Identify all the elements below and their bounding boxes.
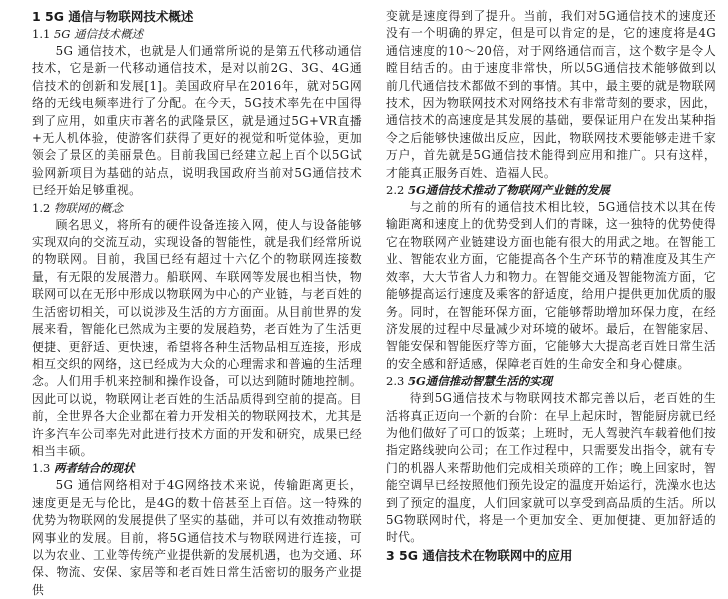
paragraph-industry-chain: 与之前的所有的通信技术相比较，5G通信技术以其在传输距离和速度上的优势受到人们的青睐，这一独特的优势使得它在物联网产业链建设方面也能有很大的用武之地。在智能工业、智能农业方面，它能提高各个生产环节的精准度及其生产效率，大大节省人力和物力。在智能交通及智能物流方面，它能够提高运行速度及乘客的舒适度，给用户提供更加优质的服务。同时，在智能环保方面，它能够帮助增加环保力度，在经济发展的过程中尽量减少对环境的破坏。最后，在智能家居、智能安保和智能医疗等方面，它能够大大提高老百姓日常生活的安全感和舒适感，保障老百姓的生命安全和身心健康。 bbox=[386, 200, 716, 371]
subsection-1-3-heading bbox=[32, 460, 362, 477]
paragraph-5g-overview: 5G 通信技术，也就是人们通常所说的是第五代移动通信技术，它是新一代移动通信技术，是对以前2G、3G、4G通信技术的创新和发展[1]。美国政府早在2016年，就对5G网络的无线电频率进行了分配。在今天，5G技术率先在中国得到了应用，如重庆市著名的武隆景区，就是通过5G+VR直播+无人机体验，使游客们获得了更好的视觉和听觉体验，更加领会了景区的美丽景色。目前我国已经建立起上百个以5G试验网新项目为基础的站点，说明我国政府当前对5G通信技术已经开始足够重视。 bbox=[32, 44, 362, 198]
subsection-2-3-heading bbox=[386, 373, 716, 390]
subsection-number: 2.2 bbox=[386, 183, 405, 198]
subsection-number: 1.2 bbox=[32, 200, 51, 215]
subsection-1-1-heading bbox=[32, 26, 362, 43]
left-column bbox=[32, 8, 362, 599]
right-column bbox=[386, 8, 716, 565]
subsection-1-2-heading bbox=[32, 200, 362, 217]
paragraph-smart-life: 待到5G通信技术与物联网技术都完善以后，老百姓的生活将真正迈向一个新的台阶：在早上起床时，智能厨房就已经为他们做好了可口的饭菜；上班时，无人驾驶汽车载着他们按指定路线驶向公司；在工作过程中，只需要发出指令，就有专门的机器人来帮助他们完成相关琐碎的工作；晚上回家时，智能空调早已经按照他们预先设定的温度开始运行，洗澡水也达到了预定的温度，人们回家就可以享受到高品质的生活。所以5G物联网时代，将是一个更加安全、更加便捷、更加舒适的时代。 bbox=[386, 391, 716, 545]
paragraph-speed-continuation: 变就是速度得到了提升。当前，我们对5G通信技术的速度还没有一个明确的界定，但是可以肯定的是，它的速度将是4G通信速度的10～20倍，对于网络通信而言，这个数字是令人瞠目结舌的。由于速度非常快，所以5G通信技术能够做到以前几代通信技术都做不到的事情。其中，最主要的就是物联网技术，因为物联网技术对网络技术有非常苛刻的要求，因此，通信技术的高速度是其发展的基础，要保证用户在发出某种指令之后能够快速做出反应，因此，物联网技术要能够走进千家万户，首先就是5G通信技术能得到应用和推广。只有这样，才能真正服务百姓、造福人民。 bbox=[386, 9, 716, 180]
paragraph-iot-concept: 顾名思义，将所有的硬件设备连接入网，使人与设备能够实现双向的交流互动，实现设备的智能性，就是我们经常所说的物联网。目前，我国已经有超过十六亿个的物联网连接数量，有无限的发展潜力。船联网、车联网等发展也相当快，物联网可以在无形中形成以物联网为中心的产业链，与老百姓的生活密切相关，可以说涉及生活的方方面面。从目前世界的发展来看，智能化已然成为主要的发展趋势，老百姓为了生活更便捷、更舒适、更快速，希望将各种生活物品相互连接，形成相互交织的网络，这已经成为大众的心理需求和普遍的生活理念。人们用手机来控制和操作设备，可以达到随时随地控制。因此可以说，物联网让老百姓的生活品质得到空前的提高。目前，全世界各大企业都在着力开发相关的物联网技术，尤其是许多汽车公司率先对此进行技术方面的开发和研究，成果已经相当丰硕。 bbox=[32, 217, 362, 458]
section-3-heading: 3 5G 通信技术在物联网中的应用 bbox=[386, 547, 573, 563]
subsection-number: 2.3 bbox=[386, 374, 405, 389]
subsection-title: 物联网的概念 bbox=[53, 200, 123, 215]
subsection-2-2-heading bbox=[386, 182, 716, 199]
subsection-title: 5G通信推动智慧生活的实现 bbox=[407, 374, 553, 389]
paragraph-combination-status: 5G 通信网络相对于4G网络技术来说，传输距离更长，速度更是无与伦比，是4G的数十倍甚至上百倍。这一特殊的优势为物联网的发展提供了坚实的基础，并可以有效推动物联网事业的发展。目前，将5G通信技术与物联网进行连接，可以为农业、工业等传统产业提供新的发展机遇，也为交通、环保、物流、安保、家居等和老百姓日常生活密切的服务产业提供 bbox=[32, 478, 362, 597]
subsection-title: 两者结合的现状 bbox=[53, 461, 135, 476]
subsection-number: 1.3 bbox=[32, 461, 51, 476]
subsection-title: 5G通信技术推动了物联网产业链的发展 bbox=[407, 183, 610, 198]
subsection-title: 5G 通信技术概述 bbox=[53, 27, 144, 41]
section-1-heading: 1 5G 通信与物联网技术概述 bbox=[32, 9, 194, 24]
subsection-number: 1.1 bbox=[32, 27, 51, 41]
